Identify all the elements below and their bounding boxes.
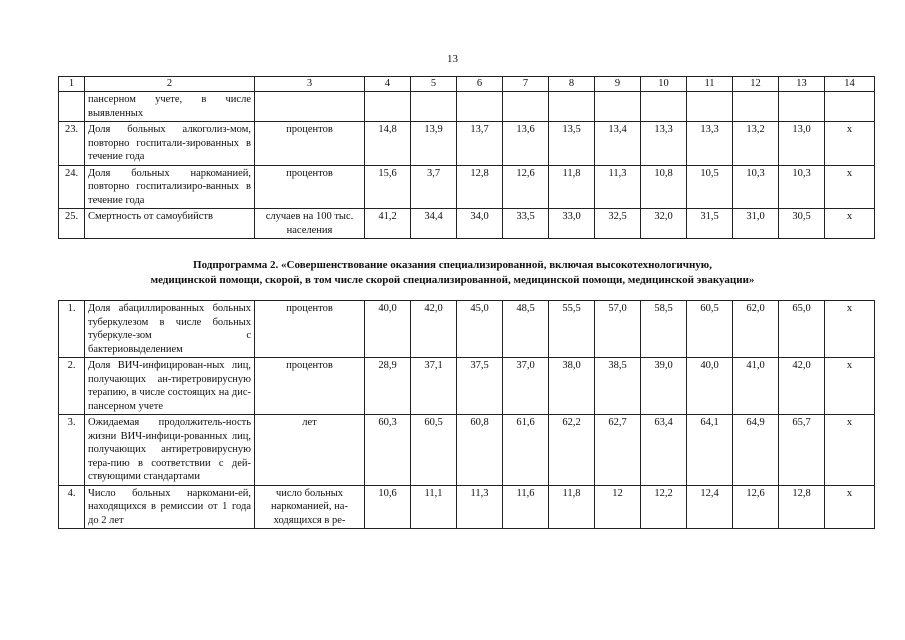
value-cell: 3,7 [411, 165, 457, 209]
column-number: 8 [549, 77, 595, 92]
column-number: 3 [255, 77, 365, 92]
table-row [59, 415, 875, 486]
value-cell: 40,0 [687, 358, 733, 415]
value-cell: 31,0 [733, 209, 779, 239]
column-number: 2 [85, 77, 255, 92]
value-cell: 12,6 [503, 165, 549, 209]
value-cell: 40,0 [365, 301, 411, 358]
value-cell: 42,0 [779, 358, 825, 415]
value-cell: 10,5 [687, 165, 733, 209]
value-cell: 13,3 [687, 122, 733, 166]
value-cell: 10,3 [779, 165, 825, 209]
value-cell: 63,4 [641, 415, 687, 486]
last-value-cell: x [825, 485, 875, 529]
value-cell: 33,0 [549, 209, 595, 239]
indicator-name: пансерном учете, в числе выявленных [85, 92, 255, 122]
column-number: 5 [411, 77, 457, 92]
table-row [59, 485, 875, 529]
value-cell: 48,5 [503, 301, 549, 358]
value-cell: 13,3 [641, 122, 687, 166]
unit: число больных наркоманией, на-ходящихся в ре- [255, 485, 365, 529]
header-row [59, 77, 875, 92]
last-value-cell: x [825, 165, 875, 209]
table-row [59, 92, 875, 122]
row-number: 25. [59, 209, 85, 239]
page-number: 13 [447, 53, 458, 65]
indicator-name: Доля ВИЧ-инфицирован-ных лиц, получающих ан-тиретровирусную терапию, в числе состоящих на дис-пансерном учете [85, 358, 255, 415]
last-value-cell [825, 92, 875, 122]
value-cell [687, 92, 733, 122]
value-cell: 34,0 [457, 209, 503, 239]
indicator-name: Доля больных наркоманией, повторно госпитализиро-ванных в течение года [85, 165, 255, 209]
value-cell: 12 [595, 485, 641, 529]
value-cell: 55,5 [549, 301, 595, 358]
value-cell: 11,3 [595, 165, 641, 209]
value-cell: 11,8 [549, 165, 595, 209]
value-cell: 62,2 [549, 415, 595, 486]
table-row [59, 209, 875, 239]
value-cell: 41,2 [365, 209, 411, 239]
table-row [59, 165, 875, 209]
row-number: 1. [59, 301, 85, 358]
table-row [59, 122, 875, 166]
value-cell: 58,5 [641, 301, 687, 358]
unit: процентов [255, 165, 365, 209]
value-cell: 12,6 [733, 485, 779, 529]
column-number: 12 [733, 77, 779, 92]
value-cell: 60,8 [457, 415, 503, 486]
last-value-cell: x [825, 301, 875, 358]
row-number: 24. [59, 165, 85, 209]
value-cell: 33,5 [503, 209, 549, 239]
table-row [59, 358, 875, 415]
subprogram-title-line2: медицинской помощи, скорой, в том числе скорой специализированной, медицинской помощи, медицинской эвакуации» [150, 274, 755, 286]
value-cell: 42,0 [411, 301, 457, 358]
value-cell: 65,0 [779, 301, 825, 358]
column-number: 6 [457, 77, 503, 92]
value-cell: 37,1 [411, 358, 457, 415]
value-cell: 38,5 [595, 358, 641, 415]
value-cell: 11,3 [457, 485, 503, 529]
row-number [59, 92, 85, 122]
value-cell: 64,9 [733, 415, 779, 486]
value-cell: 37,0 [503, 358, 549, 415]
value-cell: 11,8 [549, 485, 595, 529]
value-cell: 12,8 [779, 485, 825, 529]
row-number: 3. [59, 415, 85, 486]
subprogram-title [0, 258, 905, 288]
value-cell [503, 92, 549, 122]
value-cell: 12,2 [641, 485, 687, 529]
column-number: 4 [365, 77, 411, 92]
value-cell [779, 92, 825, 122]
column-number: 13 [779, 77, 825, 92]
value-cell: 10,3 [733, 165, 779, 209]
value-cell: 41,0 [733, 358, 779, 415]
value-cell [549, 92, 595, 122]
unit [255, 92, 365, 122]
column-number: 11 [687, 77, 733, 92]
indicator-name: Смертность от самоубийств [85, 209, 255, 239]
value-cell: 11,6 [503, 485, 549, 529]
value-cell: 65,7 [779, 415, 825, 486]
table-row [59, 301, 875, 358]
value-cell: 13,7 [457, 122, 503, 166]
value-cell: 60,5 [687, 301, 733, 358]
row-number: 2. [59, 358, 85, 415]
value-cell: 60,3 [365, 415, 411, 486]
unit: случаев на 100 тыс. населения [255, 209, 365, 239]
indicator-name: Ожидаемая продолжитель-ность жизни ВИЧ-инфици-рованных лиц, получающих антиретровирусную тера-пию в соответствии с дей-ствующими стандартами [85, 415, 255, 486]
column-number: 14 [825, 77, 875, 92]
value-cell: 11,1 [411, 485, 457, 529]
value-cell: 12,4 [687, 485, 733, 529]
value-cell: 38,0 [549, 358, 595, 415]
value-cell: 64,1 [687, 415, 733, 486]
row-number: 4. [59, 485, 85, 529]
unit: процентов [255, 358, 365, 415]
value-cell: 45,0 [457, 301, 503, 358]
column-number: 9 [595, 77, 641, 92]
value-cell: 10,6 [365, 485, 411, 529]
unit: процентов [255, 122, 365, 166]
value-cell: 10,8 [641, 165, 687, 209]
indicator-name: Число больных наркомани-ей, находящихся в ремиссии от 1 года до 2 лет [85, 485, 255, 529]
value-cell: 28,9 [365, 358, 411, 415]
indicators-table-bottom [58, 300, 875, 529]
value-cell: 13,2 [733, 122, 779, 166]
value-cell [411, 92, 457, 122]
value-cell [733, 92, 779, 122]
value-cell: 13,9 [411, 122, 457, 166]
value-cell: 13,5 [549, 122, 595, 166]
last-value-cell: x [825, 122, 875, 166]
value-cell: 15,6 [365, 165, 411, 209]
indicator-name: Доля больных алкоголиз-мом, повторно госпитали-зированных в течение года [85, 122, 255, 166]
value-cell: 61,6 [503, 415, 549, 486]
subprogram-title-line1: Подпрограмма 2. «Совершенствование оказания специализированной, включая высокотехнологичную, [193, 259, 712, 271]
value-cell [457, 92, 503, 122]
value-cell: 39,0 [641, 358, 687, 415]
value-cell: 12,8 [457, 165, 503, 209]
last-value-cell: x [825, 209, 875, 239]
value-cell: 32,0 [641, 209, 687, 239]
value-cell: 32,5 [595, 209, 641, 239]
value-cell: 13,4 [595, 122, 641, 166]
value-cell: 30,5 [779, 209, 825, 239]
column-number: 7 [503, 77, 549, 92]
value-cell: 13,6 [503, 122, 549, 166]
indicator-name: Доля абациллированных больных туберкулезом в числе больных туберкуле-зом с бактериовыделением [85, 301, 255, 358]
column-number: 10 [641, 77, 687, 92]
value-cell: 57,0 [595, 301, 641, 358]
value-cell: 14,8 [365, 122, 411, 166]
unit: лет [255, 415, 365, 486]
column-number: 1 [59, 77, 85, 92]
indicators-table-top [58, 76, 875, 239]
value-cell: 60,5 [411, 415, 457, 486]
value-cell: 37,5 [457, 358, 503, 415]
value-cell [595, 92, 641, 122]
value-cell: 13,0 [779, 122, 825, 166]
value-cell [365, 92, 411, 122]
value-cell: 62,7 [595, 415, 641, 486]
last-value-cell: x [825, 358, 875, 415]
last-value-cell: x [825, 415, 875, 486]
value-cell: 31,5 [687, 209, 733, 239]
unit: процентов [255, 301, 365, 358]
value-cell: 34,4 [411, 209, 457, 239]
value-cell: 62,0 [733, 301, 779, 358]
value-cell [641, 92, 687, 122]
row-number: 23. [59, 122, 85, 166]
